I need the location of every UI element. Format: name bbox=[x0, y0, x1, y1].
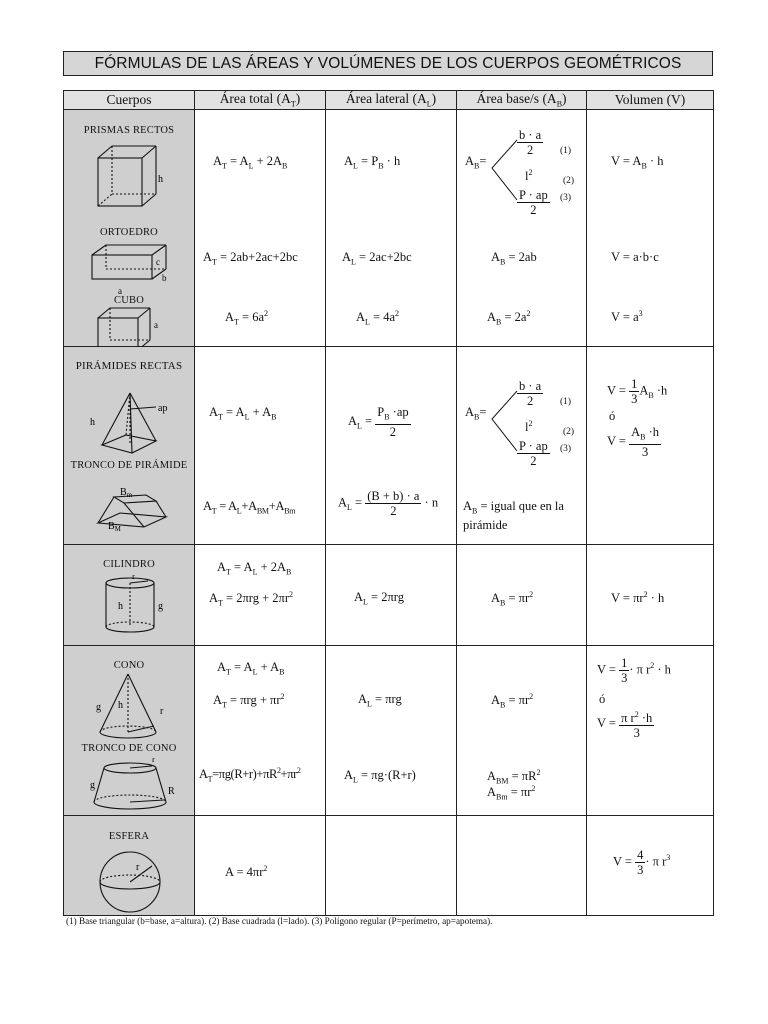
label-cono: CONO bbox=[113, 659, 145, 671]
cubo-al-formula: $A_L = 4a^2$ bbox=[356, 308, 400, 327]
header-volumen: Volumen (V) bbox=[587, 91, 714, 110]
ortoedro-ab-formula: $A_B = 2ab$ bbox=[491, 249, 537, 267]
sphere-figure bbox=[94, 846, 166, 914]
svg-text:r: r bbox=[132, 574, 135, 581]
prisma-at-formula: $A_T = A_L + 2A_B$ bbox=[213, 153, 288, 171]
header-cuerpos: Cuerpos bbox=[64, 91, 195, 110]
tronco-cono-at-formula: $A_T=\pi g(R+r)+\pi R^2+\pi r^2$ bbox=[199, 765, 301, 784]
prism-figure bbox=[94, 144, 174, 214]
prismas-area-total bbox=[195, 109, 326, 346]
row-esfera bbox=[64, 815, 714, 915]
cilindro-at2-formula: $A_T = 2\pi rg + 2\pi r^2$ bbox=[209, 589, 293, 608]
page-title: FÓRMULAS DE LAS ÁREAS Y VOLÚMENES DE LOS CUERPOS GEOMÉTRICOS bbox=[63, 51, 713, 76]
ortoedro-c-label: c bbox=[156, 256, 160, 267]
tronco-piramide-ab-formula: $A_B$ = igual que en la pirámide bbox=[463, 498, 564, 533]
piramide-v2-formula: V = $\frac{A_B \cdot h}{3}$ bbox=[607, 424, 660, 460]
cilindro-at1-formula: $A_T = A_L + 2A_B$ bbox=[217, 559, 292, 577]
header-area-total: Área total $(A_T)$ bbox=[195, 91, 326, 110]
esfera-area-base bbox=[457, 815, 587, 915]
esfera-volumen bbox=[587, 815, 714, 915]
cubo-ab-formula: $A_B = 2a^2$ bbox=[487, 308, 531, 327]
frustum-pyramid-figure bbox=[94, 487, 174, 533]
header-row bbox=[64, 91, 714, 110]
esfera-area-lateral bbox=[326, 815, 457, 915]
cono-at2-formula: $A_T = \pi rg + \pi r^2$ bbox=[213, 691, 285, 710]
row-cono bbox=[64, 645, 714, 815]
piramides-area-base: $A_B=$ $\frac{b \cdot a}{2}$ $l^2$ $\frac{P \cdot ap}{2}$ (1) (2) (3) $A_B$ = igual que en la pirámide bbox=[457, 346, 587, 544]
prism-h-label: h bbox=[158, 173, 163, 185]
svg-text:BM: $B_M$ bbox=[108, 520, 121, 533]
row-prismas bbox=[64, 109, 714, 346]
tronco-cono-abmin-formula: $A_{Bm} = \pi r^2$ bbox=[487, 783, 536, 802]
piramides-area-lateral bbox=[326, 346, 457, 544]
row-cilindro bbox=[64, 544, 714, 645]
prisma-al-formula: $A_L = P_B \cdot h$ bbox=[344, 153, 401, 171]
tronco-piramide-at-formula: $A_T = A_L+A_{BM}+A_{Bm}$ bbox=[203, 498, 296, 516]
svg-text:h: h bbox=[118, 699, 123, 711]
ortoedro-figure bbox=[88, 241, 184, 297]
cilindro-ab-formula: $A_B = \pi r^2$ bbox=[491, 589, 534, 608]
svg-text:g: g bbox=[90, 779, 95, 791]
esfera-figures bbox=[64, 815, 195, 915]
cono-at1-formula: $A_T = A_L + A_B$ bbox=[217, 659, 285, 677]
svg-text:r: r bbox=[136, 861, 140, 873]
svg-text:ap: ap bbox=[158, 402, 168, 414]
cono-volumen bbox=[587, 645, 714, 815]
piramides-figures bbox=[64, 346, 195, 544]
piramide-al-formula: $A_L$ = $\frac{P_B \cdot ap}{2}$ bbox=[348, 404, 409, 440]
cube-figure bbox=[94, 306, 174, 352]
frustum-cone-figure bbox=[90, 758, 180, 814]
cilindro-volumen bbox=[587, 544, 714, 645]
cilindro-al-formula: $A_L = 2\pi rg$ bbox=[354, 589, 404, 607]
cono-area-total bbox=[195, 645, 326, 815]
cube-a-label: a bbox=[154, 319, 158, 330]
piramides-volumen bbox=[587, 346, 714, 544]
svg-text:Bm: $B_m$ bbox=[120, 486, 133, 499]
tronco-piramide-al-formula: $A_L$ = $\frac{(B + b) \cdot a}{2}$ · n bbox=[338, 488, 439, 518]
cilindro-area-total bbox=[195, 544, 326, 645]
row-piramides bbox=[64, 346, 714, 544]
cono-v-formula: V = $\frac{1}{3}$ · π $r^2 \cdot h$ bbox=[597, 655, 671, 685]
cilindro-figures bbox=[64, 544, 195, 645]
piramides-area-total bbox=[195, 346, 326, 544]
label-ortoedro: ORTOEDRO bbox=[100, 226, 158, 238]
cono-area-lateral bbox=[326, 645, 457, 815]
prismas-area-lateral bbox=[326, 109, 457, 346]
cone-figure bbox=[94, 672, 178, 744]
cilindro-v-formula: $V = \pi r^2 \cdot h$ bbox=[611, 589, 665, 605]
or-label: ó bbox=[609, 408, 616, 423]
piramide-at-formula: $A_T = A_L + A_B$ bbox=[209, 404, 277, 422]
esfera-a-formula: $A = 4\pi r^2$ bbox=[225, 863, 268, 879]
brace-icon bbox=[489, 389, 519, 453]
label-tronco-piramide: TRONCO DE PIRÁMIDE bbox=[70, 459, 188, 471]
svg-text:r: r bbox=[160, 705, 164, 717]
ortoedro-v-formula: V = a·b·c bbox=[611, 249, 659, 264]
pyramid-figure bbox=[86, 389, 186, 461]
label-cubo: CUBO bbox=[114, 294, 144, 306]
esfera-v-formula: V = $\frac{4}{3}$ · π $r^3$ bbox=[613, 847, 671, 877]
label-tronco-cono: TRONCO DE CONO bbox=[81, 742, 177, 754]
label-piramides: PIRÁMIDES RECTAS bbox=[75, 359, 183, 372]
footnote: (1) Base triangular (b=base, a=altura). (2) Base cuadrada (l=lado). (3) Polígono regular (P=perímetro, ap=apotema). bbox=[66, 916, 493, 926]
piramide-v-formula: V = $\frac{1}{3}$ $A_B \cdot h$ bbox=[607, 376, 668, 406]
ortoedro-al-formula: $A_L = 2ac+2bc$ bbox=[342, 249, 412, 267]
cilindro-area-base bbox=[457, 544, 587, 645]
svg-text:R: R bbox=[168, 785, 175, 797]
esfera-area-total bbox=[195, 815, 326, 915]
ortoedro-a-label: a bbox=[118, 285, 122, 296]
svg-text:h: h bbox=[118, 600, 123, 612]
label-esfera: ESFERA bbox=[108, 830, 150, 842]
ortoedro-b-label: b bbox=[162, 272, 167, 283]
or-label-cono: ó bbox=[599, 691, 606, 706]
formula-table bbox=[63, 90, 714, 916]
cono-v2-formula: V = $\frac{\pi r^2 \cdot h}{3}$ bbox=[597, 709, 653, 740]
cono-ab-formula: $A_B = \pi r^2$ bbox=[491, 691, 534, 710]
svg-text:g: g bbox=[158, 600, 163, 612]
ortoedro-at-formula: $A_T = 2ab+2ac+2bc$ bbox=[203, 249, 298, 267]
svg-text:r: r bbox=[152, 757, 155, 764]
prisma-v-formula: $V = A_B \cdot h$ bbox=[611, 153, 664, 171]
label-prismas-rectos: PRISMAS RECTOS bbox=[83, 124, 175, 136]
cubo-at-formula: $A_T = 6a^2$ bbox=[225, 308, 269, 327]
brace-icon bbox=[489, 138, 519, 202]
prismas-volumen bbox=[587, 109, 714, 346]
cylinder-figure bbox=[100, 575, 170, 639]
label-cilindro: CILINDRO bbox=[103, 558, 155, 570]
tronco-cono-abm-formula: $A_{BM} = \pi R^2$ bbox=[487, 767, 541, 786]
svg-text:g: g bbox=[96, 701, 101, 713]
cono-area-base bbox=[457, 645, 587, 815]
header-area-lateral: Área lateral $(A_L)$ bbox=[326, 91, 457, 110]
cubo-v-formula: $V = a^3$ bbox=[611, 308, 643, 324]
prismas-area-base: $A_B=$ $\frac{b \cdot a}{2}$ $l^2$ $\frac{P \cdot ap}{2}$ (1) (2) (3) $A_B = 2ab$ $A_B = 2a^2$ bbox=[457, 109, 587, 346]
svg-text:h: h bbox=[90, 416, 95, 428]
cono-figures bbox=[64, 645, 195, 815]
cilindro-area-lateral bbox=[326, 544, 457, 645]
header-area-base: Área base/s $(A_B)$ bbox=[457, 91, 587, 110]
cono-al-formula: $A_L = \pi rg$ bbox=[358, 691, 402, 709]
prismas-figures bbox=[64, 109, 195, 346]
tronco-cono-al-formula: $A_L = \pi g\cdot(R+r)$ bbox=[344, 767, 416, 785]
